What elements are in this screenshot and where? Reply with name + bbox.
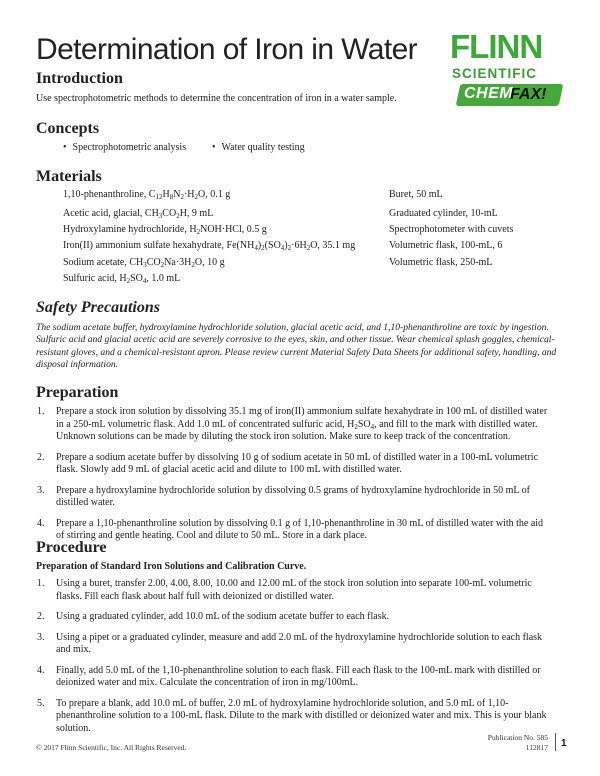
preparation-list (37, 406, 549, 543)
procedure-step: 4. Finally, add 5.0 mL of the 1,10-phenanthroline solution to each flask. Fill each flask to the 100-mL mark with distilled or deionized water and mix. Calculate the concentration of iron in mg/100mL. (37, 664, 541, 688)
material-item: Graduated cylinder, 10-mL (389, 208, 498, 219)
material-item: Volumetric flask, 100-mL, 6 (389, 240, 503, 251)
logo-flinn: FLINN (450, 28, 543, 65)
logo-chem: CHEM (464, 85, 514, 102)
procedure-heading: Procedure (36, 539, 107, 556)
preparation-step: 4. Prepare a 1,10-phenanthroline solution by dissolving 0.1 g of 1,10-phenanthroline in 30 mL of distilled water with the aid of stirring and gentle heating. Cool and dilute to 50 mL. Store in a dark place. (37, 517, 544, 541)
material-item: Sulfuric acid, $H_2SO_4$, 1.0 mL (63, 273, 181, 285)
logo-fax: FAX! (510, 86, 547, 103)
materials-heading: Materials (36, 168, 102, 185)
preparation-step: 3. Prepare a hydroxylamine hydrochloride solution by dissolving 0.5 grams of hydroxylamine hydrochloride in 50 mL of distilled water. (37, 484, 530, 508)
procedure-step: 3. Using a pipet or a graduated cylinder, measure and add 2.0 mL of the hydroxylamine hydrochloride solution to each flask and mix. (37, 631, 543, 655)
publication-number: Publication No. 585 (487, 733, 548, 742)
logo-scientific: SCIENTIFIC (452, 66, 538, 81)
material-item: Sodium acetate, $CH_3CO_2Na\cdot 3H_2O$, 10 g (63, 257, 225, 269)
material-item: Spectrophotometer with cuvets (389, 224, 514, 235)
preparation-step: 2. Prepare a sodium acetate buffer by dissolving 10 g of sodium acetate in 50 mL of distilled water in a 100-mL volumetric flask. Slowly add 9 mL of glacial acetic acid and dilute to 100 mL with distilled water. (37, 451, 539, 475)
page-number: 1 (561, 738, 567, 749)
preparation-step: 1. Prepare a stock iron solution by dissolving 35.1 mg of iron(II) ammonium sulfate hexahydrate in 100 mL of distilled water in a 250-mL volumetric flask. Add 1.0 mL of concentrated sulfuric acid, $H_2SO_4$, and fill to the mark with distilled water. Unknown solutions can be made by diluting the stock iron solution. Make sure to keep track of the concentration. (37, 406, 548, 442)
material-item: Iron(II) ammonium sulfate hexahydrate, $Fe(NH_4)_2(SO_4)_2\cdot 6H_2O$, 35.1 mg (63, 240, 356, 252)
material-item: 1,10-phenanthroline, $C_{12}H_8N_2\cdot H_2O$, 0.1 g (63, 189, 231, 201)
concept-item: • Water quality testing (212, 142, 305, 155)
material-item: Buret, 50 mL (389, 189, 443, 200)
copyright: © 2017 Flinn Scientific, Inc. All Rights Reserved. (36, 743, 187, 752)
procedure-list (37, 578, 549, 735)
material-item: Acetic acid, glacial, $CH_3CO_2H$, 9 mL (63, 208, 214, 220)
material-item: Volumetric flask, 250-mL (389, 257, 493, 268)
procedure-step: 5. To prepare a blank, add 10.0 mL of buffer, 2.0 mL of hydroxylamine hydrochloride solution, and 5.0 mL of 1,10-phenanthroline solution to a 100-mL flask. Dilute to the mark with distilled or deionized water and mix. This is your blank solution. (37, 697, 547, 734)
safety-text: The sodium acetate buffer, hydroxylamine hydrochloride solution, glacial acetic acid, and 1,10-phenanthroline are toxic by ingestion. Sulfuric acid and glacial acetic acid are severely corrosive to the eyes, skin, and other tissue. Wear chemical splash goggles, chemical-resistant gloves, and a chemical-resistant apron. Please review current Material Safety Data Sheets for additional safety, handling, and disposal information. (36, 322, 557, 370)
safety-heading: Safety Precautions (36, 299, 160, 316)
footer-divider (555, 733, 556, 751)
procedure-subheading: Preparation of Standard Iron Solutions and Calibration Curve. (36, 561, 307, 572)
publication-code: 112817 (525, 743, 548, 752)
introduction-heading: Introduction (36, 70, 123, 87)
material-item: Hydroxylamine hydrochloride, $H_2NOH\cdot HCl$, 0.5 g (63, 224, 267, 236)
procedure-step: 2. Using a graduated cylinder, add 10.0 mL of the sodium acetate buffer to each flask. (37, 611, 390, 622)
concept-item: • Spectrophotometric analysis (63, 142, 186, 155)
page-title: Determination of Iron in Water (36, 33, 418, 66)
concepts-heading: Concepts (36, 120, 100, 137)
procedure-step: 1. Using a buret, transfer 2.00, 4.00, 8.00, 10.00 and 12.00 mL of the stock iron solution into separate 100-mL volumetric flasks. Fill each flask about half full with deionized or distilled water. (37, 578, 532, 602)
preparation-heading: Preparation (36, 384, 119, 401)
introduction-text: Use spectrophotometric methods to determine the concentration of iron in a water sample. (36, 93, 397, 104)
